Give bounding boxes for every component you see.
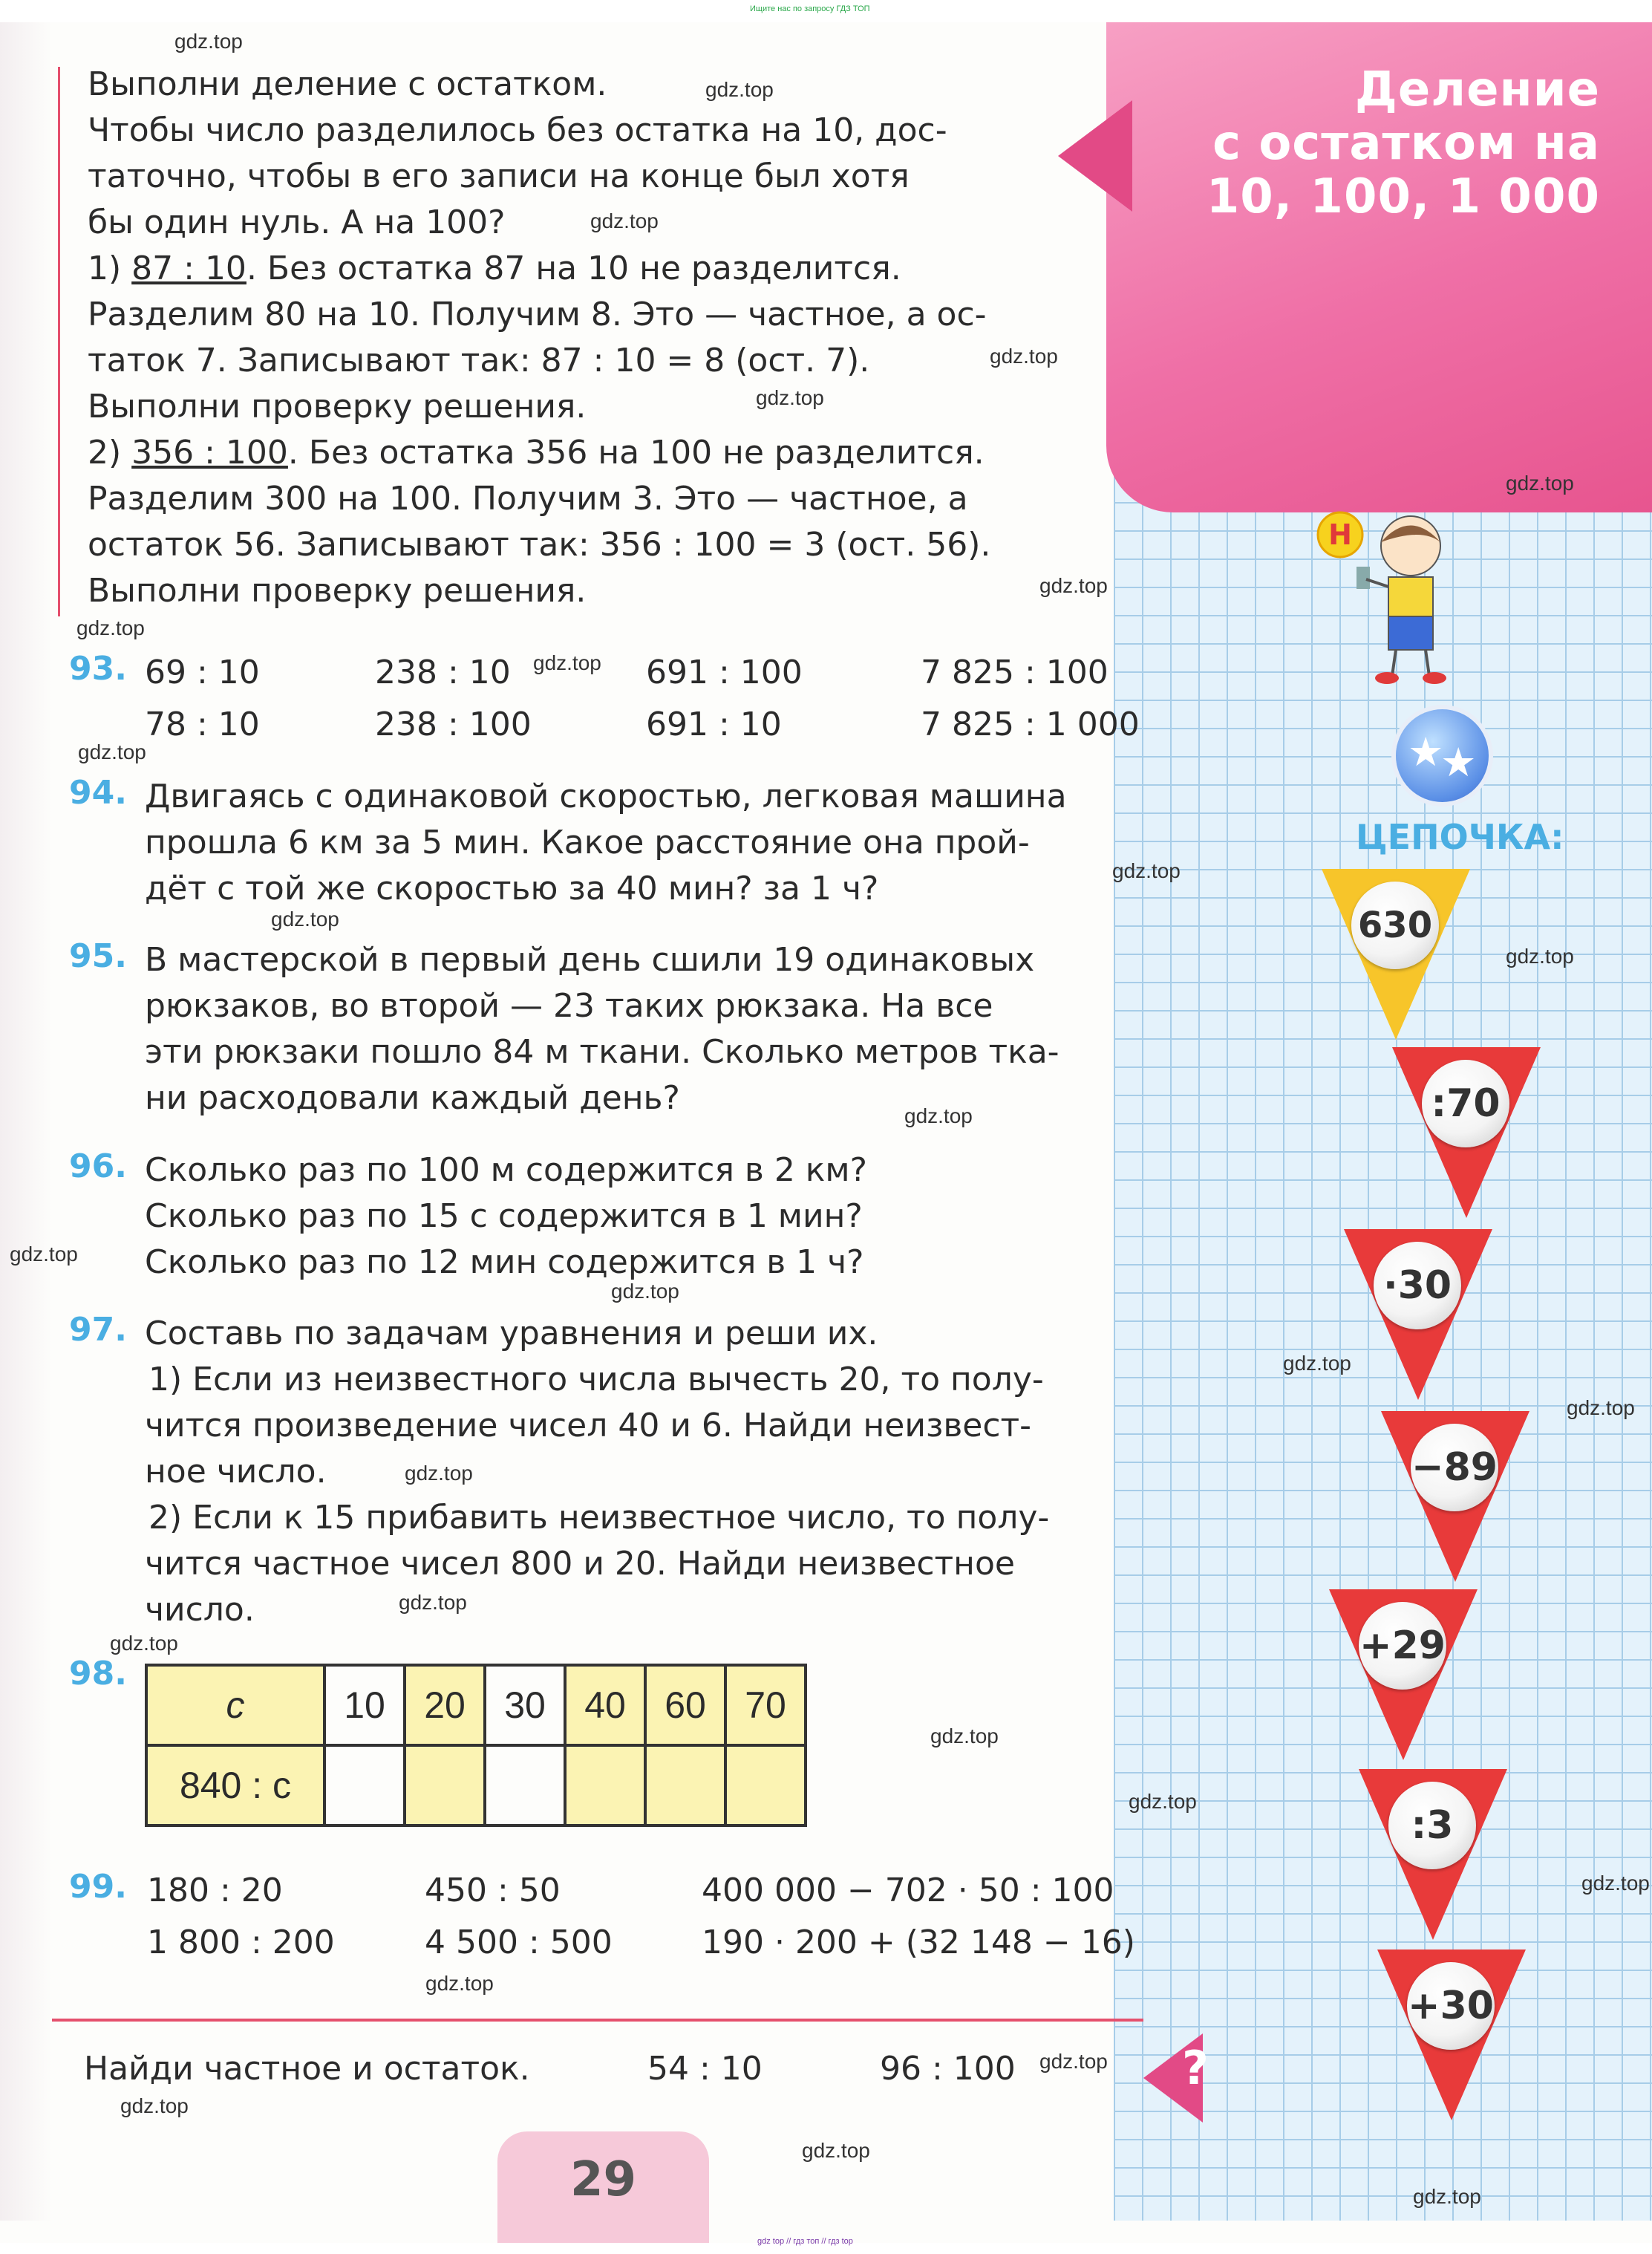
bottom-task: Найди частное и остаток. xyxy=(84,2050,530,2088)
watermark: gdz.top xyxy=(705,78,774,101)
rule-example-2 xyxy=(88,430,985,476)
chain-item: +29 xyxy=(1359,1623,1446,1668)
watermark: gdz.top xyxy=(405,1462,473,1485)
page-number: 29 xyxy=(569,2152,637,2207)
chain-ball xyxy=(1411,1424,1498,1511)
table-cell: 10 xyxy=(324,1665,405,1745)
exercise-text: ни расходовали каждый день? xyxy=(145,1079,680,1117)
watermark: gdz.top xyxy=(533,651,601,674)
rule-line: Разделим 300 на 100. Получим 3. Это — частное, а xyxy=(88,480,968,518)
exercise-number: 95. xyxy=(69,937,127,975)
top-banner: Ищите нас по запросу ГДЗ ТОП xyxy=(750,4,870,13)
chain-ball xyxy=(1407,1962,1495,2050)
rule-line: Выполни проверку решения. xyxy=(88,572,587,610)
rule-line: бы один нуль. А на 100? xyxy=(88,203,506,241)
star-icon: ★ xyxy=(1408,729,1444,775)
chain-ball xyxy=(1388,1782,1476,1869)
table-cell: 70 xyxy=(725,1665,806,1745)
chain-item: :3 xyxy=(1411,1803,1454,1848)
table-cell-empty xyxy=(645,1745,725,1825)
rule-example-1 xyxy=(88,246,901,292)
rule-example-expression: 356 : 100 xyxy=(131,434,288,472)
exercise-text: 2) Если к 15 прибавить неизвестное число, то полу- xyxy=(148,1499,1050,1537)
watermark: gdz.top xyxy=(425,1972,494,1995)
rule-text: . Без остатка 87 на 10 не разделится. xyxy=(246,250,901,287)
chain-ball xyxy=(1422,1060,1509,1147)
exercise-text: Составь по задачам уравнения и реши их. xyxy=(145,1315,878,1352)
expression: 691 : 10 xyxy=(646,706,782,743)
page-edge-shade xyxy=(0,22,52,2221)
watermark: gdz.top xyxy=(1039,2050,1108,2073)
bottom-divider xyxy=(52,2019,1143,2022)
table-cell-empty xyxy=(324,1745,405,1825)
exercise-number: 97. xyxy=(69,1311,127,1349)
watermark: gdz.top xyxy=(76,616,145,639)
expression: 691 : 100 xyxy=(646,654,803,691)
exercise-number: 94. xyxy=(69,774,127,812)
exercise-number: 93. xyxy=(69,650,127,688)
watermark: gdz.top xyxy=(802,2139,870,2162)
chain-ball xyxy=(1351,882,1439,969)
watermark: gdz.top xyxy=(120,2094,189,2117)
table-header-cell: c xyxy=(146,1665,324,1745)
table-cell-empty xyxy=(485,1745,565,1825)
exercise-text: число. xyxy=(145,1591,255,1629)
rule-line: Выполни деление с остатком. xyxy=(88,65,607,103)
watermark: gdz.top xyxy=(110,1632,178,1655)
exercise-text: чится частное чисел 800 и 20. Найди неизвестное xyxy=(145,1545,1015,1583)
exercise-text: прошла 6 км за 5 мин. Какое расстояние она прой- xyxy=(145,824,1030,861)
rule-line: Выполни проверку решения. xyxy=(88,388,587,426)
watermark: gdz.top xyxy=(174,30,243,53)
stars-icon xyxy=(1396,709,1489,802)
expression: 78 : 10 xyxy=(145,706,260,743)
chain-item: ·30 xyxy=(1382,1263,1452,1308)
section-title-line1: Деление xyxy=(1354,62,1600,117)
rule-text: 1) xyxy=(88,250,132,287)
watermark: gdz.top xyxy=(1039,574,1108,597)
watermark: gdz.top xyxy=(1112,859,1181,882)
expression: 69 : 10 xyxy=(145,654,260,691)
watermark: gdz.top xyxy=(590,209,659,232)
exercise-text: 1) Если из неизвестного числа вычесть 20, то полу- xyxy=(148,1361,1044,1398)
expression: 180 : 20 xyxy=(147,1872,283,1909)
watermark: gdz.top xyxy=(1129,1790,1197,1813)
expression: 400 000 − 702 · 50 : 100 xyxy=(702,1872,1114,1909)
chain-item: −89 xyxy=(1411,1445,1498,1490)
expression: 4 500 : 500 xyxy=(425,1924,613,1961)
exercise-text: Двигаясь с одинаковой скоростью, легковая машина xyxy=(145,778,1067,815)
character-badge-letter: Н xyxy=(1328,518,1352,551)
footer-banner: gdz top // гдз топ // гдз top xyxy=(757,2237,853,2246)
exercise-text: ное число. xyxy=(145,1453,327,1491)
table-header-cell: 840 : c xyxy=(146,1745,324,1825)
chain-ball xyxy=(1359,1602,1446,1690)
table-cell: 40 xyxy=(565,1665,645,1745)
exercise-text: Сколько раз по 100 м содержится в 2 км? xyxy=(145,1151,867,1189)
section-title-line3: 10, 100, 1 000 xyxy=(1206,169,1600,224)
exercise-text: чится произведение чисел 40 и 6. Найди неизвест- xyxy=(145,1407,1032,1444)
expression: 54 : 10 xyxy=(647,2050,763,2088)
watermark: gdz.top xyxy=(930,1724,999,1747)
exercise-number: 96. xyxy=(69,1147,127,1185)
exercise-text: эти рюкзаки пошло 84 м ткани. Сколько метров тка- xyxy=(145,1033,1060,1071)
watermark: gdz.top xyxy=(78,740,146,763)
watermark: gdz.top xyxy=(1413,2185,1481,2208)
expression: 450 : 50 xyxy=(425,1872,561,1909)
rule-margin-line xyxy=(58,67,60,616)
expression: 7 825 : 100 xyxy=(921,654,1109,691)
rule-line: таток 7. Записывают так: 87 : 10 = 8 (ост. 7). xyxy=(88,342,870,380)
exercise-number: 99. xyxy=(69,1868,127,1906)
expression: 7 825 : 1 000 xyxy=(921,706,1140,743)
star-icon: ★ xyxy=(1440,739,1477,786)
expression: 1 800 : 200 xyxy=(147,1924,335,1961)
rule-text: 2) xyxy=(88,434,132,472)
chain-item: +30 xyxy=(1408,1984,1494,2028)
watermark: gdz.top xyxy=(1581,1872,1650,1895)
watermark: gdz.top xyxy=(1506,472,1574,495)
rule-line: остаток 56. Записывают так: 356 : 100 = 3 (ост. 56). xyxy=(88,526,991,564)
exercise-number: 98. xyxy=(69,1655,127,1693)
table-cell-empty xyxy=(725,1745,806,1825)
watermark: gdz.top xyxy=(1506,945,1574,968)
expression: 238 : 10 xyxy=(375,654,511,691)
exercise-text: Сколько раз по 15 с содержится в 1 мин? xyxy=(145,1197,863,1235)
chain-item: 630 xyxy=(1357,905,1433,946)
chain-ball xyxy=(1374,1242,1461,1329)
table-cell: 30 xyxy=(485,1665,565,1745)
boy-character-icon xyxy=(1310,509,1489,687)
rule-text: . Без остатка 356 на 100 не разделится. xyxy=(287,434,985,472)
section-title-line2: с остатком на xyxy=(1212,116,1600,171)
table-cell-empty xyxy=(565,1745,645,1825)
watermark: gdz.top xyxy=(1567,1396,1635,1419)
chain-item: :70 xyxy=(1431,1081,1501,1126)
watermark: gdz.top xyxy=(399,1591,467,1614)
section-header-tab xyxy=(1058,100,1132,212)
table-cell-empty xyxy=(405,1745,485,1825)
rule-example-expression: 87 : 10 xyxy=(131,250,247,287)
rule-line: Чтобы число разделилось без остатка на 10, дос- xyxy=(88,111,947,149)
exercise-text: дёт с той же скоростью за 40 мин? за 1 ч? xyxy=(145,870,879,908)
expression: 96 : 100 xyxy=(880,2050,1016,2088)
watermark: gdz.top xyxy=(904,1104,973,1127)
question-mark-icon: ? xyxy=(1182,2041,1209,2095)
watermark: gdz.top xyxy=(1283,1352,1351,1375)
watermark: gdz.top xyxy=(756,386,824,409)
table-row xyxy=(146,1745,806,1825)
watermark: gdz.top xyxy=(990,345,1058,368)
table-row xyxy=(146,1665,806,1745)
chain-title: ЦЕПОЧКА: xyxy=(1356,817,1564,857)
table-cell: 20 xyxy=(405,1665,485,1745)
expression: 190 · 200 + (32 148 − 16) xyxy=(702,1924,1135,1961)
rule-line: Разделим 80 на 10. Получим 8. Это — частное, а ос- xyxy=(88,296,987,333)
table-cell: 60 xyxy=(645,1665,725,1745)
rule-line: таточно, чтобы в его записи на конце был хотя xyxy=(88,157,910,195)
watermark: gdz.top xyxy=(611,1280,679,1303)
expression: 238 : 100 xyxy=(375,706,532,743)
watermark: gdz.top xyxy=(271,908,339,931)
watermark: gdz.top xyxy=(10,1242,78,1266)
exercise-text: Сколько раз по 12 мин содержится в 1 ч? xyxy=(145,1243,864,1281)
exercise-text: В мастерской в первый день сшили 19 одинаковых xyxy=(145,941,1035,979)
section-title xyxy=(1125,63,1600,224)
exercise-text: рюкзаков, во второй — 23 таких рюкзака. На все xyxy=(145,987,993,1025)
exercise-table xyxy=(145,1664,807,1827)
